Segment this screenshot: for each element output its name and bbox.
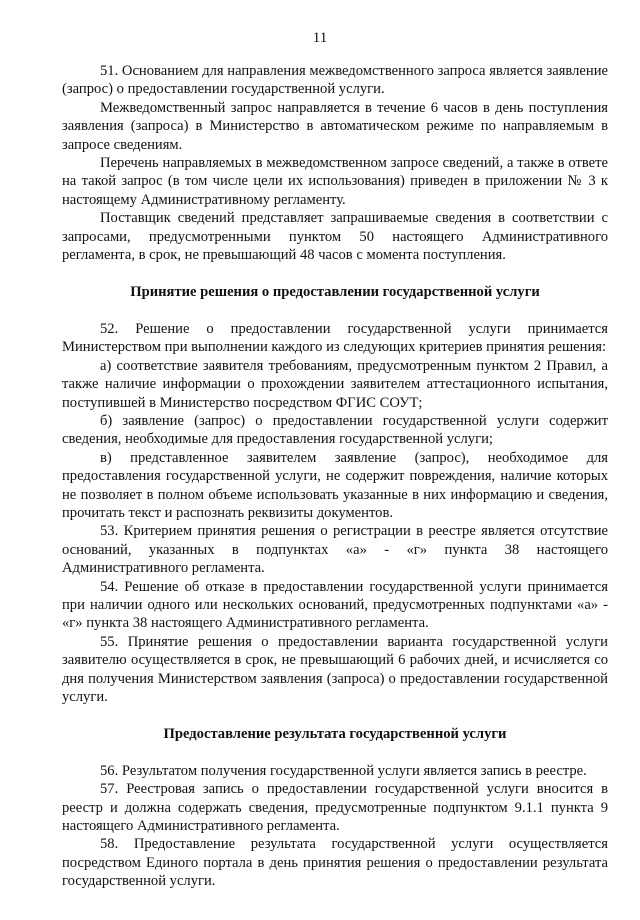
paragraph-52: 52. Решение о предоставлении государственной услуги принимается Министерством при выполнении каждого из следующих критериев принятия решения: (62, 320, 608, 356)
section-heading-decision: Принятие решения о предоставлении государственной услуги (130, 284, 540, 301)
section-heading-result: Предоставление результата государственной услуги (163, 726, 507, 743)
paragraph-52-b: б) заявление (запрос) о предоставлении государственной услуги содержит сведения, необходимые для предоставления государственной услуги; (62, 412, 608, 448)
paragraph-56: 56. Результатом получения государственной услуги является запись в реестре. (100, 762, 587, 779)
paragraph-52-a: а) соответствие заявителя требованиям, предусмотренным пунктом 2 Правил, а также наличие информации о прохождении заявителем аттестационного испытания, поступившей в Министерство посредством ФГИС СОУТ; (62, 357, 608, 411)
paragraph-57: 57. Реестровая запись о предоставлении государственной услуги вносится в реестр и должна содержать сведения, предусмотренные подпунктом 9.1.1 пункта 9 настоящего Административного регламента. (62, 781, 608, 835)
page-number: 11 (312, 30, 328, 46)
paragraph-52-c: в) представленное заявителем заявление (запрос), необходимое для предоставления государственной услуги, не содержит повреждения, наличие которых не позволяет в полном объеме использовать указанные в них информацию и сведения, прочитать текст и распознать реквизиты документов. (62, 449, 608, 521)
paragraph-58: 58. Предоставление результата государственной услуги осуществляется посредством Единого портала в день принятия решения о предоставлении результата государственной услуги. (62, 836, 608, 890)
paragraph-51-supplier: Поставщик сведений представляет запрашиваемые сведения в соответствии с запросами, предусмотренными пунктом 50 настоящего Административного регламента, в срок, не превышающий 48 часов с момента поступления. (62, 210, 608, 264)
paragraph-51: 51. Основанием для направления межведомственного запроса является заявление (запрос) о предоставлении государственной услуги. (62, 63, 608, 98)
document-body (62, 62, 608, 891)
paragraph-54: 54. Решение об отказе в предоставлении государственной услуги принимается при наличии одного или нескольких оснований, предусмотренных подпунктами «а» - «г» пункта 38 настоящего Административного регламента. (62, 578, 608, 632)
paragraph-51-list: Перечень направляемых в межведомственном запросе сведений, а также в ответе на такой запрос (в том числе цели их использования) приведен в приложении № 3 к настоящему Административному регламенту. (62, 155, 608, 208)
paragraph-55: 55. Принятие решения о предоставлении варианта государственной услуги заявителю осуществляется в срок, не превышающий 6 рабочих дней, и исчисляется со дня получения Министерством заявления (запроса) о предоставлении государственной услуги. (62, 633, 608, 705)
paragraph-53: 53. Критерием принятия решения о регистрации в реестре является отсутствие оснований, указанных в подпунктах «а» - «г» пункта 38 настоящего Административного регламента. (62, 523, 608, 577)
paragraph-51-timing: Межведомственный запрос направляется в течение 6 часов в день поступления заявления (запроса) в Министерство в автоматическом режиме по направляемым в запросе сведениям. (62, 99, 608, 153)
